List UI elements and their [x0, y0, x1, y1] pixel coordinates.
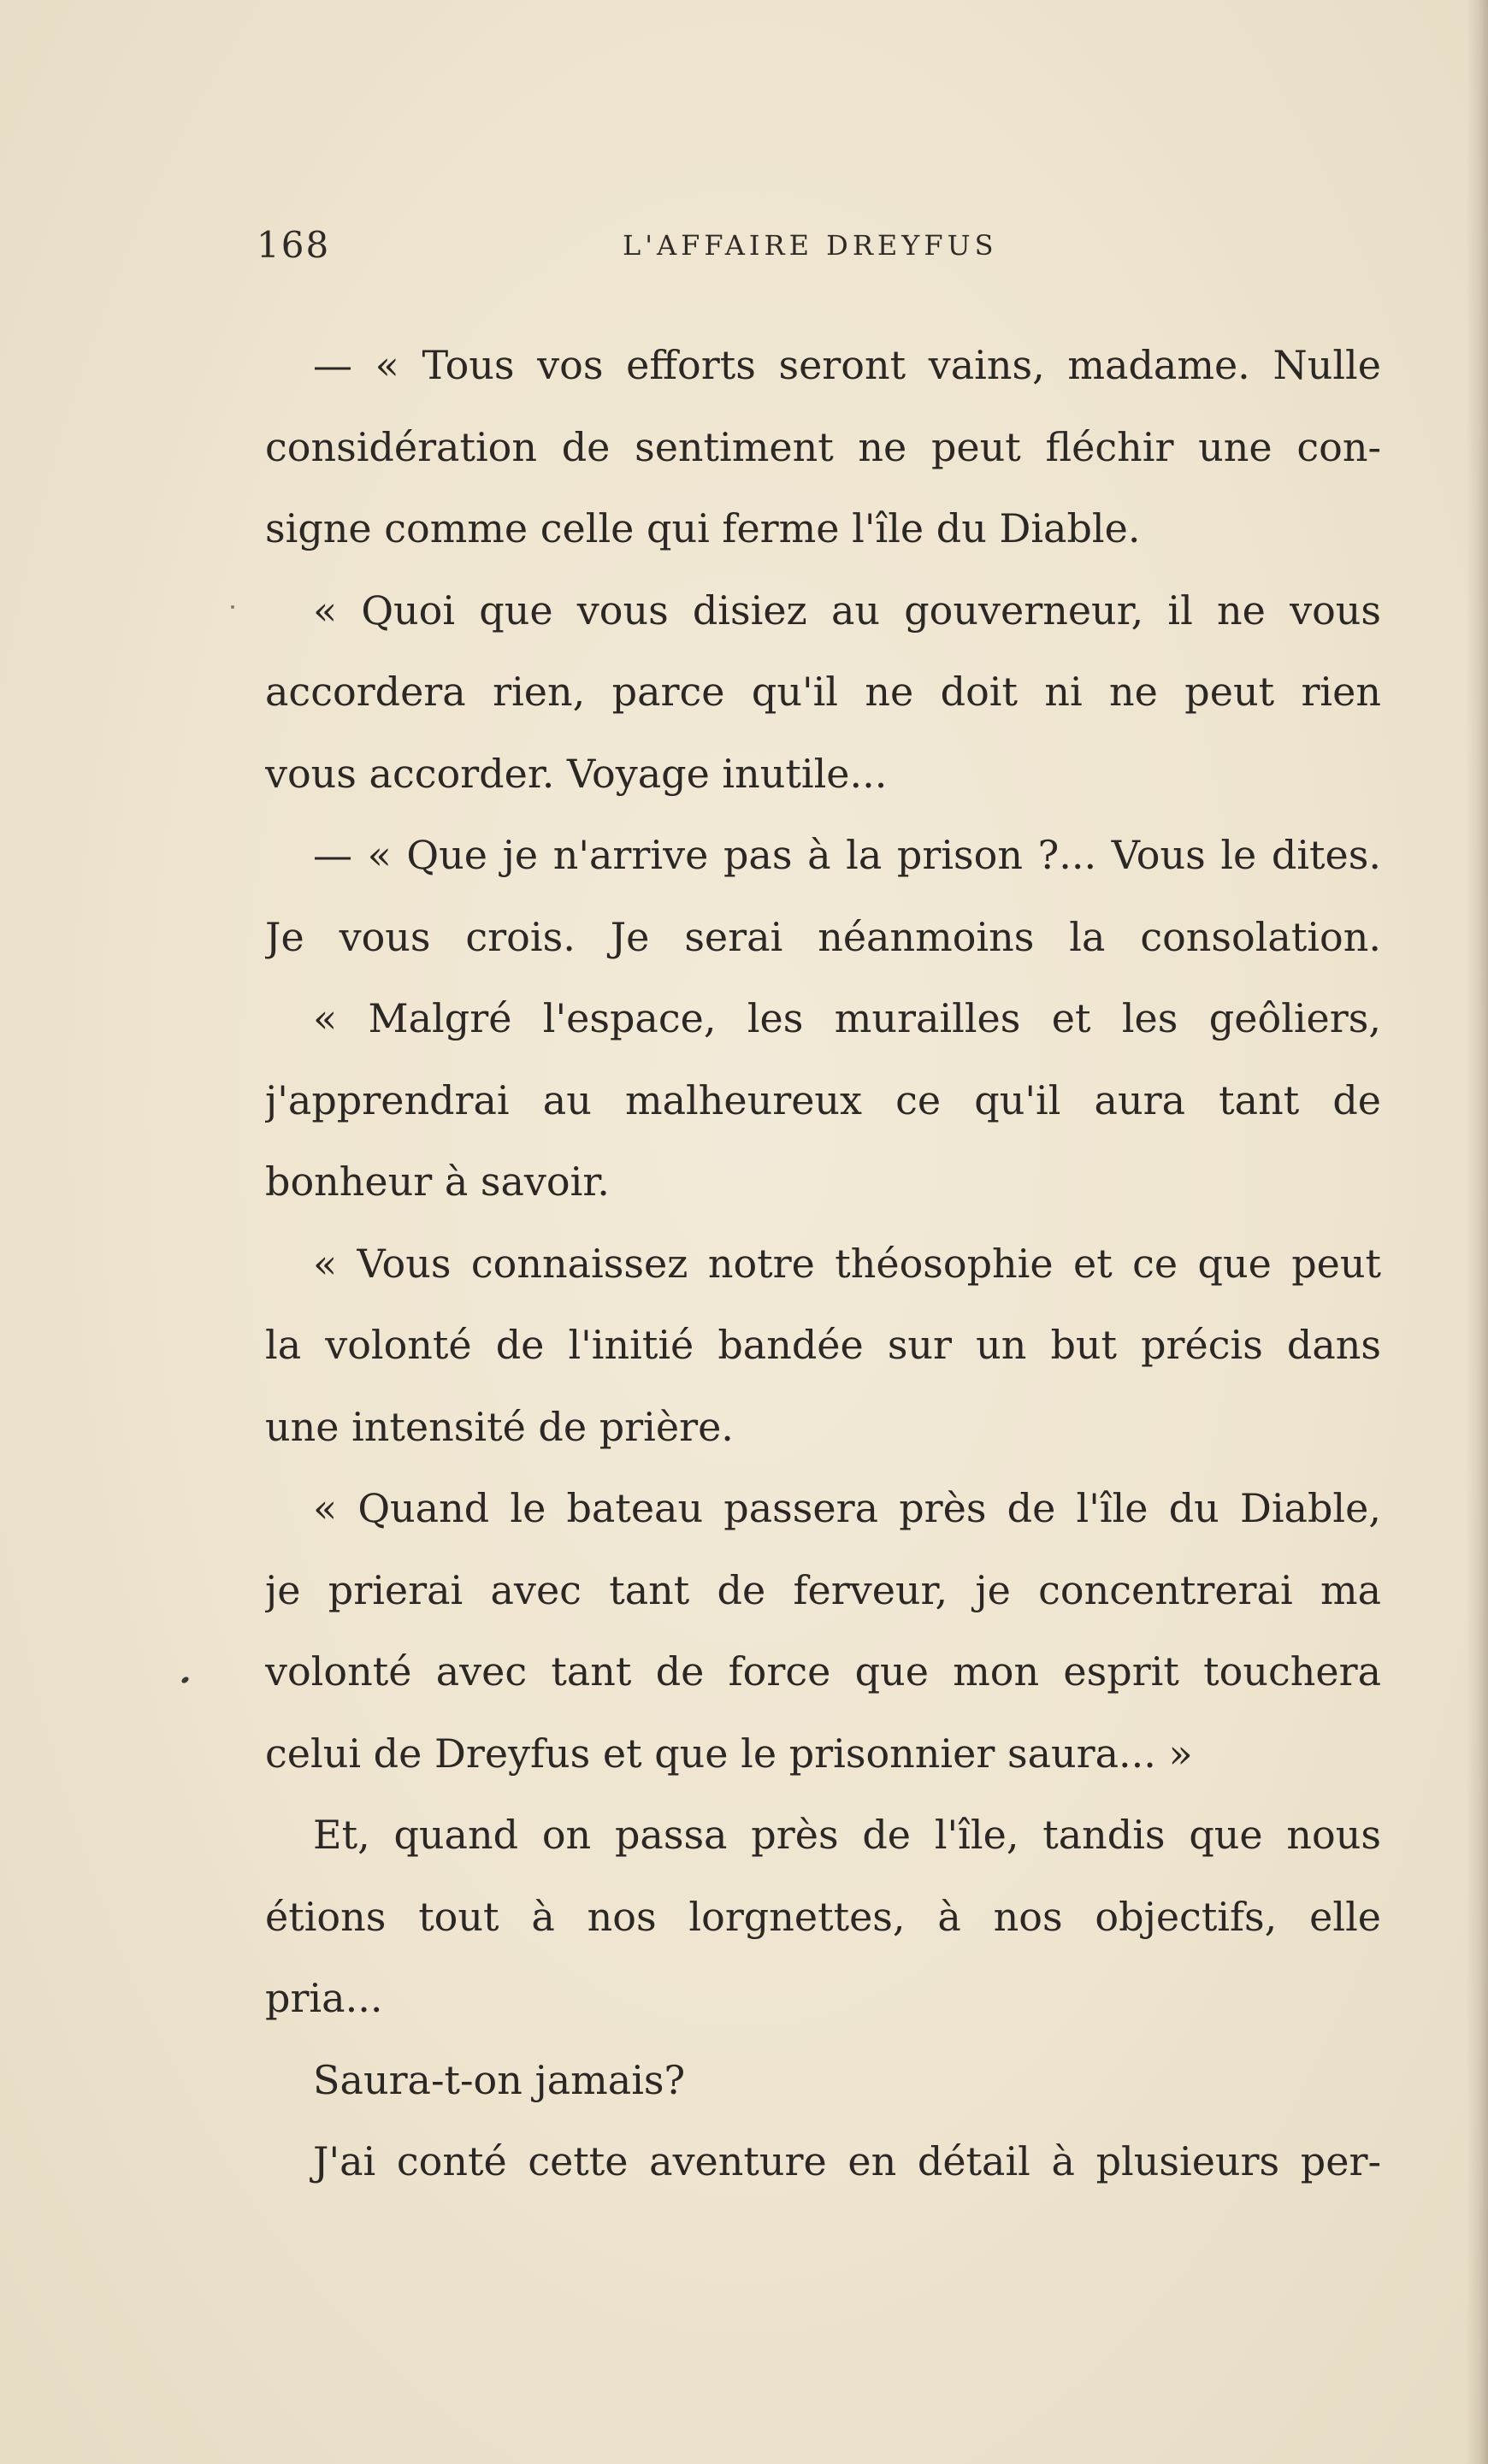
- text-line: bonheur à savoir.: [265, 1158, 610, 1205]
- page-edge-shadow: [1466, 0, 1488, 2464]
- text-line: « Quand le bateau passera près de l'île du Diable,: [313, 1485, 1381, 1531]
- text-line: j'apprendrai au malheureux ce qu'il aura tant de: [265, 1076, 1381, 1123]
- text-line: « Quoi que vous disiez au gouverneur, il ne vous: [313, 587, 1381, 634]
- text-line: J'ai conté cette aventure en détail à plusieurs per-: [313, 2138, 1381, 2184]
- text-line: « Malgré l'espace, les murailles et les geôliers,: [313, 995, 1381, 1041]
- text-line: celui de Dreyfus et que le prisonnier saura... »: [265, 1730, 1193, 1777]
- text-line: — « Tous vos efforts seront vains, madame. Nulle: [313, 342, 1381, 388]
- text-line: je prierai avec tant de ferveur, je concentrerai ma: [265, 1566, 1381, 1613]
- text-line: volonté avec tant de force que mon esprit touchera: [265, 1648, 1381, 1695]
- text-line: Saura-t-on jamais?: [313, 2056, 686, 2103]
- text-line: étions tout à nos lorgnettes, à nos objectifs, elle: [265, 1893, 1381, 1940]
- text-line: pria...: [265, 1975, 383, 2021]
- ink-speck: [180, 1676, 190, 1684]
- text-line: une intensité de prière.: [265, 1403, 734, 1450]
- ink-speck: [231, 605, 234, 609]
- text-line: « Vous connaissez notre théosophie et ce que peut: [313, 1240, 1381, 1287]
- text-line: la volonté de l'initié bandée sur un but précis dans: [265, 1322, 1381, 1368]
- text-line: considération de sentiment ne peut fléchir une con-: [265, 423, 1381, 470]
- text-line: signe comme celle qui ferme l'île du Diable.: [265, 505, 1141, 551]
- text-line: Et, quand on passa près de l'île, tandis que nous: [313, 1812, 1381, 1858]
- text-line: Je vous crois. Je serai néanmoins la consolation.: [265, 913, 1381, 960]
- running-title: L'AFFAIRE DREYFUS: [623, 229, 998, 262]
- page-number: 168: [257, 224, 331, 266]
- text-line: — « Que je n'arrive pas à la prison ?... Vous le dites.: [313, 832, 1381, 878]
- page-header: [257, 224, 1385, 275]
- text-line: vous accorder. Voyage inutile...: [265, 750, 888, 797]
- text-line: accordera rien, parce qu'il ne doit ni ne peut rien: [265, 669, 1381, 715]
- body-text: [265, 325, 1381, 2203]
